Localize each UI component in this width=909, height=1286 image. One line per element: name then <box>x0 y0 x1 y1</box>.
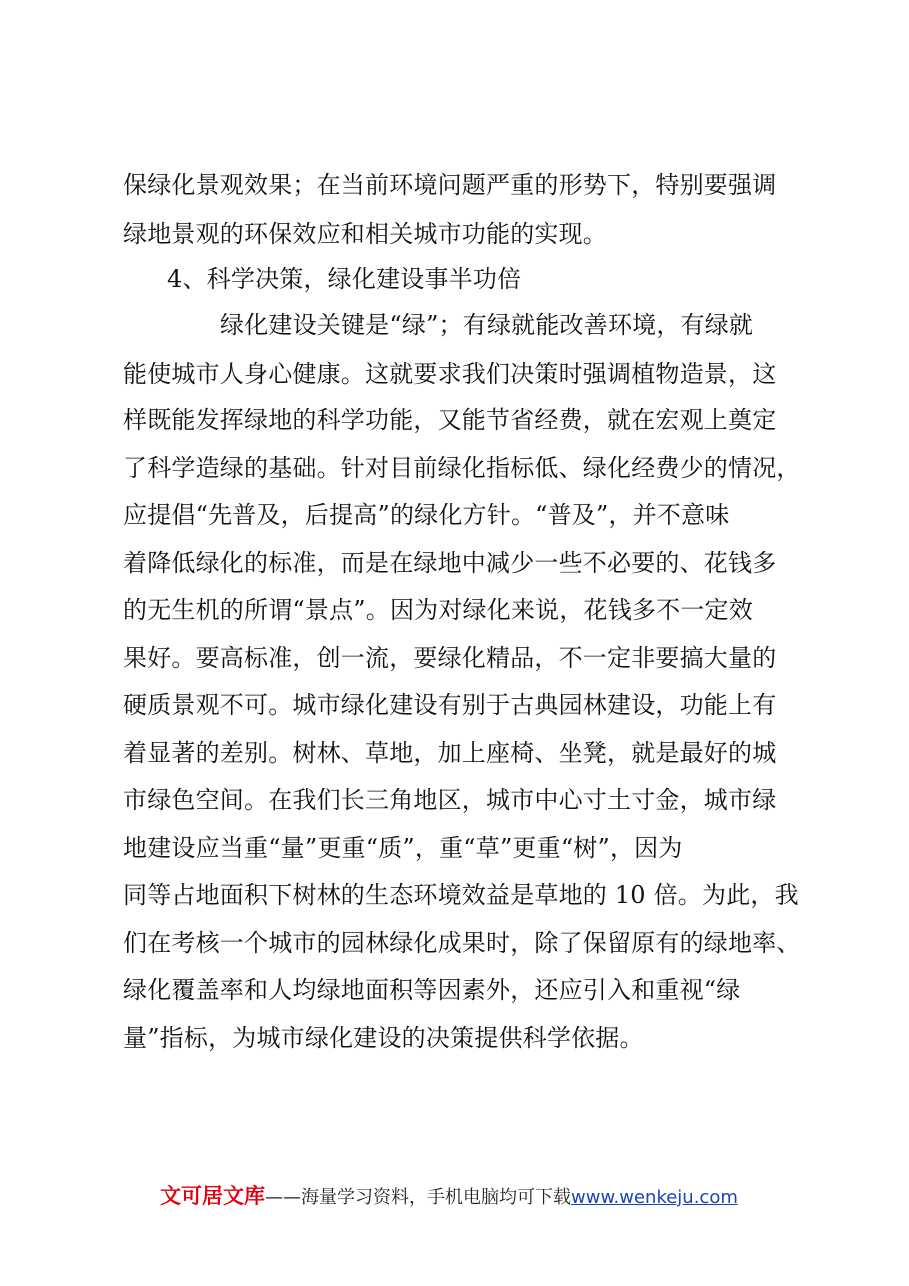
paragraph-line: 了科学造绿的基础。针对目前绿化指标低、绿化经费少的情况， <box>123 454 801 482</box>
paragraph-line: 着降低绿化的标准，而是在绿地中减少一些不必要的、花钱多 <box>123 549 777 577</box>
paragraph-line: 果好。要高标准，创一流，要绿化精品，不一定非要搞大量的 <box>123 644 777 672</box>
paragraph-line: 们在考核一个城市的园林绿化成果时，除了保留原有的绿地率、 <box>123 929 801 957</box>
footer-dash: —— <box>265 1187 301 1208</box>
paragraph-line: 市绿色空间。在我们长三角地区，城市中心寸土寸金，城市绿 <box>123 786 777 814</box>
paragraph-line: 应提倡“先普及，后提高”的绿化方针。“普及”，并不意味 <box>123 501 730 529</box>
brand-name: 文可居文库 <box>160 1184 265 1208</box>
section-heading: 4、科学决策，绿化建设事半功倍 <box>167 265 522 293</box>
website-link[interactable]: www.wenkeju.com <box>571 1187 738 1208</box>
paragraph-line: 硬质景观不可。城市绿化建设有别于古典园林建设，功能上有 <box>123 691 777 719</box>
paragraph-line: 同等占地面积下树林的生态环境效益是草地的 10 倍。为此，我 <box>123 881 799 909</box>
body-line: 绿地景观的环保效应和相关城市功能的实现。 <box>123 220 607 248</box>
page-footer <box>160 1183 738 1211</box>
paragraph-line: 的无生机的所谓“景点”。因为对绿化来说，花钱多不一定效 <box>123 596 753 624</box>
paragraph-line: 能使城市人身心健康。这就要求我们决策时强调植物造景，这 <box>123 360 777 388</box>
paragraph-line: 着显著的差别。树林、草地，加上座椅、坐凳，就是最好的城 <box>123 739 777 767</box>
paragraph-line: 样既能发挥绿地的科学功能，又能节省经费，就在宏观上奠定 <box>123 406 777 434</box>
body-line: 保绿化景观效果；在当前环境问题严重的形势下，特别要强调 <box>123 171 777 199</box>
footer-tagline: 海量学习资料，手机电脑均可下载 <box>301 1187 571 1208</box>
paragraph-line: 绿化覆盖率和人均绿地面积等因素外，还应引入和重视“绿 <box>123 976 741 1004</box>
paragraph-line: 地建设应当重“量”更重“质”，重“草”更重“树”，因为 <box>123 834 683 862</box>
paragraph-line: 绿化建设关键是“绿”；有绿就能改善环境，有绿就 <box>220 311 754 339</box>
paragraph-line: 量”指标，为城市绿化建设的决策提供科学依据。 <box>123 1024 644 1052</box>
